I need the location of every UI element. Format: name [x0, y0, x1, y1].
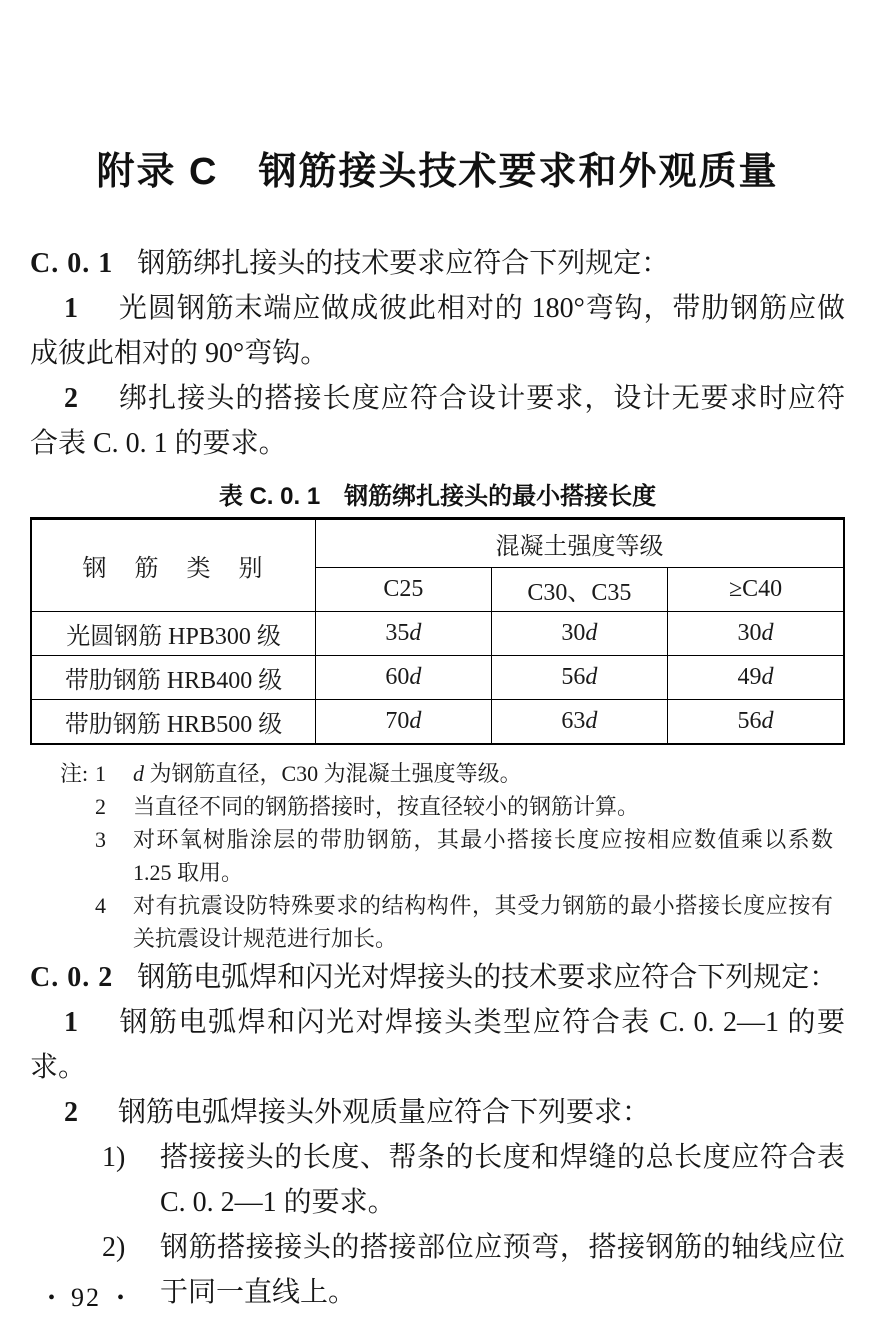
row-label: 光圆钢筋 HPB300 级: [31, 612, 316, 656]
note-item-4: [60, 889, 845, 955]
cell-value: [316, 700, 492, 745]
note-text: 对有抗震设防特殊要求的结构构件，其受力钢筋的最小搭接长度应按有关抗震设计规范进行加长。: [133, 893, 833, 951]
footer-left-dot: •: [48, 1287, 56, 1309]
note-text: 对环氧树脂涂层的带肋钢筋，其最小搭接长度应按相应数值乘以系数 1.25 取用。: [133, 827, 833, 885]
cell-value: [491, 700, 667, 745]
diameter-symbol: d: [409, 708, 422, 734]
row-label: 带肋钢筋 HRB400 级: [31, 656, 316, 700]
header-grade-c30-c35: C30、C35: [491, 568, 667, 612]
subitem-number: 2): [102, 1232, 126, 1263]
diameter-symbol: d: [585, 708, 598, 734]
cell-value: [668, 612, 844, 656]
item-number: 2: [64, 383, 78, 414]
item-number: 1: [64, 1007, 78, 1038]
clause-c01-item-2: [30, 376, 845, 466]
note-text-body: 为钢筋直径，C30 为混凝土强度等级。: [144, 761, 522, 786]
clause-c02-number: C. 0. 2: [30, 962, 114, 993]
clause-c02-subitem-2: [102, 1225, 845, 1315]
item-text: 绑扎接头的搭接长度应符合设计要求，设计无要求时应符合表 C. 0. 1 的要求。: [30, 383, 845, 459]
note-text: [133, 757, 845, 790]
item-number: 2: [64, 1097, 78, 1128]
notes-label-spacer: [60, 889, 95, 955]
header-grade-c40: ≥C40: [668, 568, 844, 612]
item-text: 钢筋电弧焊接头外观质量应符合下列要求：: [118, 1097, 651, 1128]
item-text: 钢筋电弧焊和闪光对焊接头类型应符合表 C. 0. 2—1 的要求。: [30, 1007, 845, 1083]
lap-length-table: [30, 517, 845, 745]
note-item-3: [60, 823, 845, 889]
page-number: [48, 1283, 124, 1313]
value-number: 30: [561, 620, 586, 646]
page-title: 附录 C 钢筋接头技术要求和外观质量: [96, 151, 779, 193]
subitem-text: 钢筋搭接接头的搭接部位应预弯，搭接钢筋的轴线应位于同一直线上。: [160, 1232, 845, 1308]
note-number: 3: [95, 827, 106, 852]
table-row-hrb500: [31, 700, 844, 745]
value-number: 56: [737, 708, 762, 734]
value-number: 49: [737, 664, 762, 690]
value-number: 70: [385, 708, 410, 734]
diameter-symbol: d: [133, 761, 144, 786]
cell-value: [316, 656, 492, 700]
clause-c02-text: 钢筋电弧焊和闪光对焊接头的技术要求应符合下列规定：: [137, 962, 838, 993]
subitem-number: 1): [102, 1142, 126, 1173]
table-header-row-1: [31, 519, 844, 568]
notes-label-spacer: [60, 790, 95, 823]
value-number: 35: [385, 620, 410, 646]
note-number: 4: [95, 893, 106, 918]
diameter-symbol: d: [409, 620, 422, 646]
clause-c02-item-1: [30, 1000, 845, 1090]
cell-value: [316, 612, 492, 656]
notes-label: 注:: [60, 761, 89, 786]
footer-page-number: 92: [71, 1283, 102, 1312]
row-label: 带肋钢筋 HRB500 级: [31, 700, 316, 745]
cell-value: [668, 656, 844, 700]
value-number: 30: [737, 620, 762, 646]
item-number: 1: [64, 293, 78, 324]
diameter-symbol: d: [761, 708, 774, 734]
value-number: 63: [561, 708, 586, 734]
clause-c02: [30, 955, 845, 1000]
value-number: 56: [561, 664, 586, 690]
diameter-symbol: d: [761, 620, 774, 646]
table-row-hpb300: [31, 612, 844, 656]
header-rebar-type: 钢 筋 类 别: [31, 519, 316, 612]
note-number: 1: [95, 761, 106, 786]
cell-value: [668, 700, 844, 745]
value-number: 60: [385, 664, 410, 690]
table-caption: 表 C. 0. 1 钢筋绑扎接头的最小搭接长度: [218, 483, 657, 510]
clause-c01-text: 钢筋绑扎接头的技术要求应符合下列规定：: [137, 248, 670, 279]
header-concrete-grade: 混凝土强度等级: [316, 519, 844, 568]
clause-c01: [30, 241, 845, 286]
clause-c01-number: C. 0. 1: [30, 248, 114, 279]
diameter-symbol: d: [585, 620, 598, 646]
diameter-symbol: d: [761, 664, 774, 690]
table-notes: [60, 757, 845, 955]
diameter-symbol: d: [409, 664, 422, 690]
cell-value: [491, 612, 667, 656]
notes-label-spacer: [60, 823, 95, 889]
clause-c02-subitem-1: [102, 1135, 845, 1225]
subitem-text: 搭接接头的长度、帮条的长度和焊缝的总长度应符合表 C. 0. 2—1 的要求。: [160, 1142, 845, 1218]
clause-c01-item-1: [30, 286, 845, 376]
table-row-hrb400: [31, 656, 844, 700]
clause-c02-item-2: [30, 1090, 845, 1135]
header-grade-c25: C25: [316, 568, 492, 612]
note-item-2: [60, 790, 845, 823]
diameter-symbol: d: [585, 664, 598, 690]
note-text: 当直径不同的钢筋搭接时，按直径较小的钢筋计算。: [133, 794, 640, 819]
item-text: 光圆钢筋末端应做成彼此相对的 180°弯钩，带肋钢筋应做成彼此相对的 90°弯钩。: [30, 293, 845, 369]
cell-value: [491, 656, 667, 700]
note-number: 2: [95, 794, 106, 819]
footer-right-dot: •: [117, 1287, 125, 1309]
note-item-1: [60, 757, 845, 790]
